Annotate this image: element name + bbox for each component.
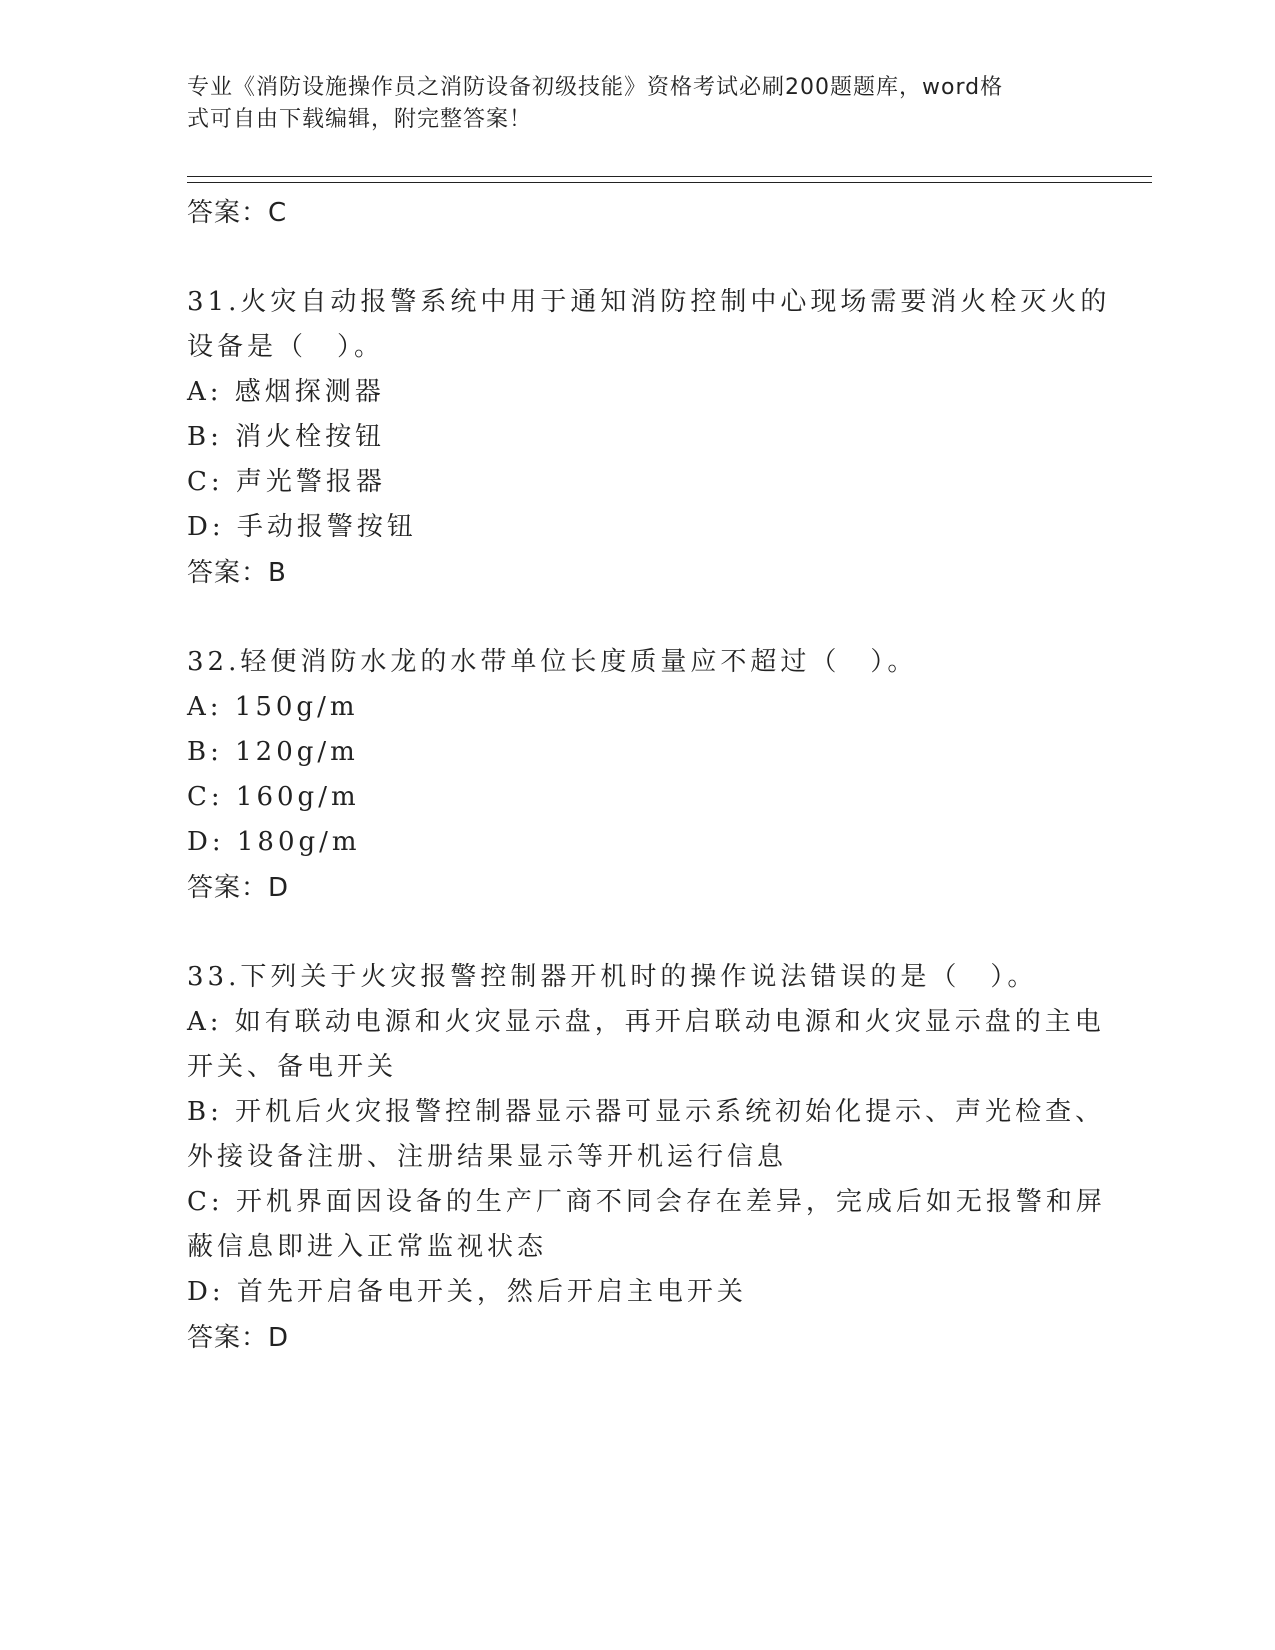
- option-line: 外接设备注册、注册结果显示等开机运行信息: [187, 1142, 788, 1172]
- question-text-line: 33.下列关于火灾报警控制器开机时的操作说法错误的是（ ）。: [187, 962, 1038, 992]
- option-a: A: 150g/m: [187, 692, 359, 722]
- header-divider-bottom: [187, 182, 1152, 183]
- previous-answer: 答案：C: [187, 198, 288, 228]
- question-text-line: 设备是（ ）。: [187, 332, 385, 362]
- option-a: A: 感烟探测器: [187, 377, 385, 407]
- option-line: B: 开机后火灾报警控制器显示器可显示系统初始化提示、声光检查、: [187, 1097, 1106, 1127]
- question-text-line: 32.轻便消防水龙的水带单位长度质量应不超过（ ）。: [187, 647, 918, 677]
- header-line-1: 专业《消防设施操作员之消防设备初级技能》资格考试必刷200题题库，word格: [187, 75, 1004, 100]
- option-d: D: 180g/m: [187, 827, 361, 857]
- option-b: B: 消火栓按钮: [187, 422, 386, 452]
- option-line: A: 如有联动电源和火灾显示盘，再开启联动电源和火灾显示盘的主电: [187, 1007, 1105, 1037]
- option-c: [187, 1180, 1106, 1270]
- option-c: C: 160g/m: [187, 782, 360, 812]
- answer-label: 答案：B: [187, 558, 287, 588]
- option-b: B: 120g/m: [187, 737, 359, 767]
- option-a: [187, 1000, 1105, 1090]
- question-33: [187, 955, 1106, 1361]
- question-31: [187, 280, 1111, 596]
- question-text-line: 31.火灾自动报警系统中用于通知消防控制中心现场需要消火栓灭火的: [187, 287, 1111, 317]
- option-d: D: 手动报警按钮: [187, 512, 417, 542]
- option-line: 开关、备电开关: [187, 1052, 398, 1082]
- header-divider-top: [187, 176, 1152, 177]
- question-list: [187, 190, 1111, 1361]
- answer-label: 答案：D: [187, 873, 290, 903]
- option-d: D: 首先开启备电开关，然后开启主电开关: [187, 1277, 747, 1307]
- answer-label: 答案：D: [187, 1323, 290, 1353]
- header-line-2: 式可自由下载编辑，附完整答案！: [187, 107, 533, 132]
- question-32: [187, 640, 1087, 911]
- page-header: [187, 72, 1087, 136]
- option-line: 蔽信息即进入正常监视状态: [187, 1232, 548, 1262]
- option-b: [187, 1090, 1106, 1180]
- option-c: C: 声光警报器: [187, 467, 386, 497]
- option-line: C: 开机界面因设备的生产厂商不同会存在差异，完成后如无报警和屏: [187, 1187, 1106, 1217]
